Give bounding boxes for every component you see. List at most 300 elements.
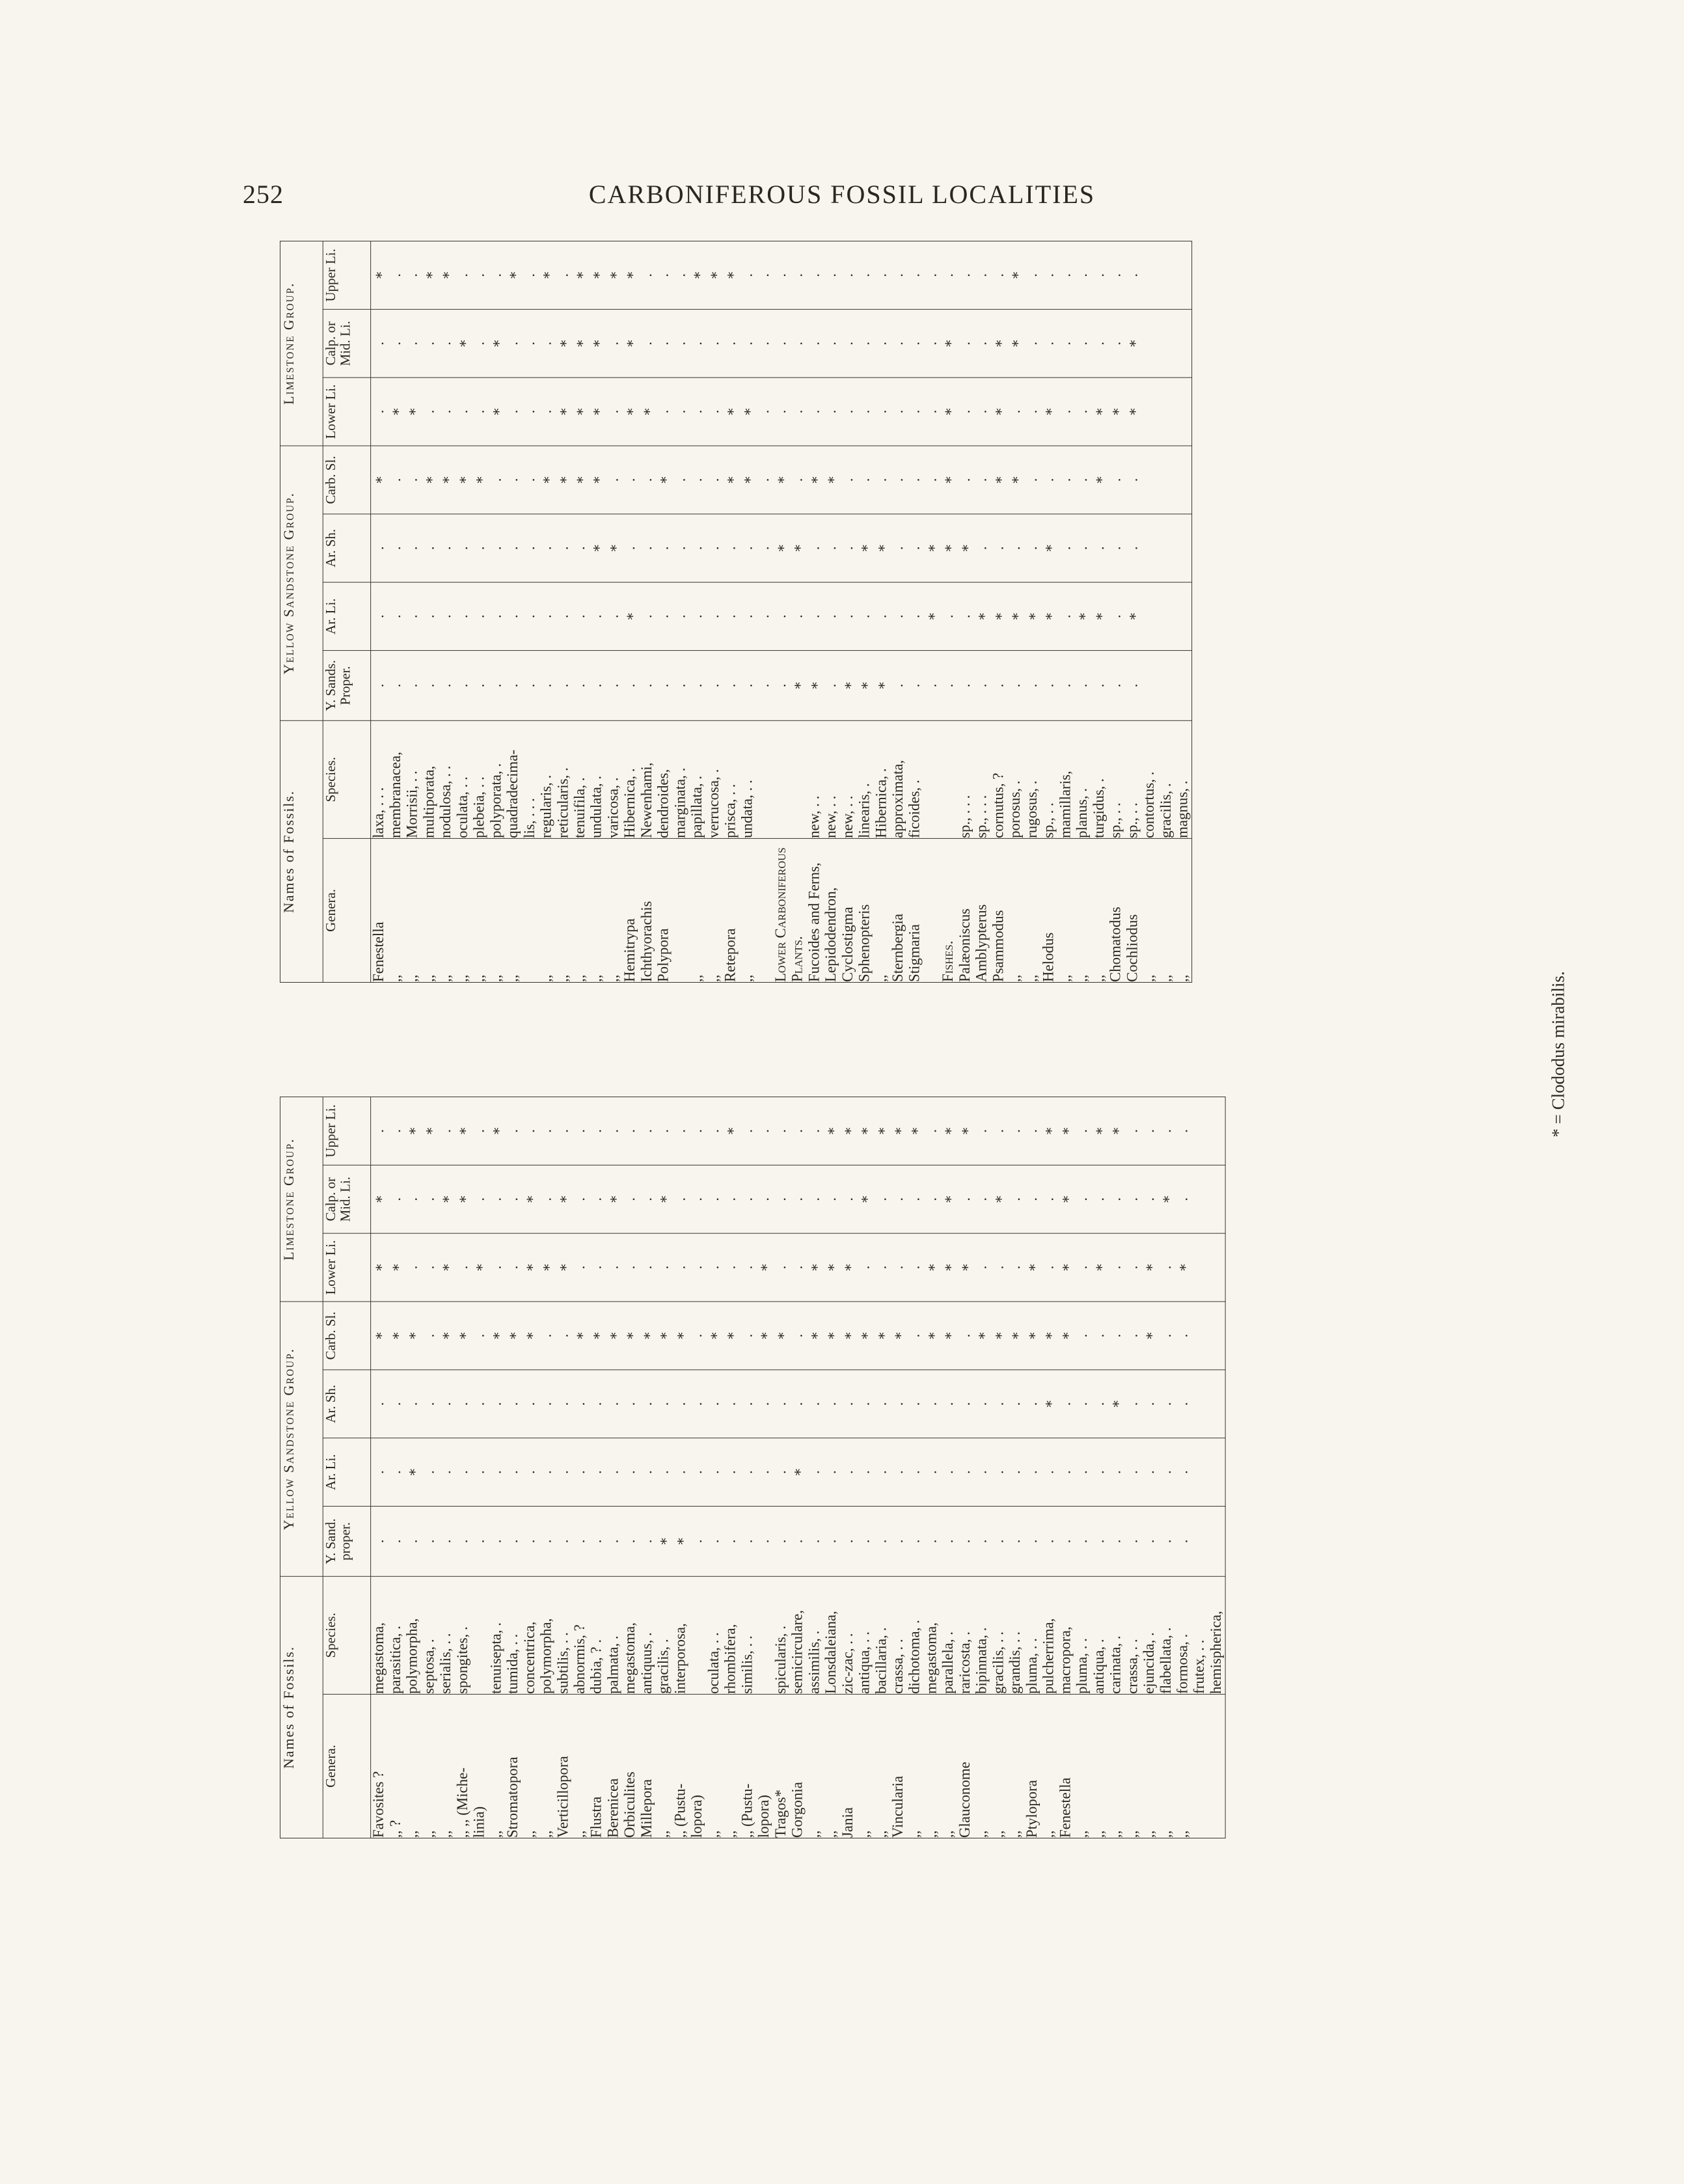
absence-dot: . [723, 1197, 739, 1202]
occurrence-mark: ∗ [589, 338, 605, 348]
absence-dot: . [974, 1539, 990, 1544]
entry: ,, [555, 974, 571, 983]
absence-dot: . [756, 478, 772, 482]
absence-dot: . [388, 341, 404, 346]
occurrence-mark: ∗ [706, 270, 722, 280]
occurrence-mark: ∗ [539, 1263, 555, 1272]
entry: Ptylopora [1024, 1780, 1040, 1838]
absence-dot: . [840, 1401, 856, 1406]
occurrence-mark: ∗ [991, 1194, 1007, 1204]
absence-dot: . [756, 683, 772, 688]
entry: regularis, . [538, 774, 555, 838]
absence-dot: . [556, 1401, 571, 1406]
occurrence-mark: ∗ [589, 475, 605, 485]
absence-dot: . [1074, 478, 1091, 482]
entry: gracilis, . . [990, 1631, 1007, 1694]
entry: ,, [1107, 1830, 1124, 1838]
absence-dot: . [723, 341, 739, 346]
occurrence-mark: ∗ [455, 338, 471, 348]
absence-dot: . [1058, 1539, 1074, 1544]
entry: ,, [1074, 974, 1091, 983]
absence-dot: . [907, 1197, 923, 1202]
entry: ,, [605, 974, 622, 983]
absence-dot: . [489, 1469, 505, 1475]
absence-dot: . [840, 1197, 856, 1202]
entry: semicirculare, [789, 1609, 806, 1694]
entry: ,, [488, 1830, 505, 1838]
absence-dot: . [723, 1401, 739, 1406]
entry: ,, [806, 1830, 823, 1838]
absence-dot: . [1125, 683, 1141, 688]
entry: parallela, . [940, 1631, 957, 1694]
entry: ,, [454, 974, 471, 983]
absence-dot: . [639, 341, 655, 346]
entry [923, 839, 940, 982]
absence-dot: . [639, 1539, 655, 1544]
absence-dot: . [874, 1469, 890, 1475]
absence-dot: . [639, 478, 655, 482]
absence-dot: . [1108, 545, 1124, 551]
occurrence-mark: ∗ [773, 1331, 789, 1341]
occurrence-mark: ∗ [1024, 1263, 1040, 1272]
occurrence-mark: ∗ [756, 1331, 772, 1341]
absence-dot: . [974, 273, 990, 278]
absence-dot: . [690, 1469, 705, 1475]
entry: ,, [1175, 1830, 1191, 1838]
absence-dot: . [1125, 1469, 1141, 1475]
absence-dot: . [1108, 1197, 1124, 1202]
occurrence-mark: ∗ [840, 1126, 856, 1136]
entry: Berenicea [605, 1778, 622, 1838]
absence-dot: . [907, 341, 923, 346]
occurrence-mark: ∗ [941, 1194, 957, 1204]
entry: ,, [438, 1830, 454, 1838]
absence-dot: . [874, 273, 890, 278]
absence-dot: . [840, 545, 856, 551]
entry: Newenhami, [638, 762, 655, 838]
occurrence-mark: ∗ [489, 338, 505, 348]
absence-dot: . [656, 409, 672, 414]
entry: ,, [1074, 1830, 1091, 1838]
entry: ,, [505, 974, 521, 983]
absence-dot: . [890, 273, 906, 278]
absence-dot: . [589, 1539, 605, 1544]
occurrence-mark: ∗ [890, 1331, 906, 1341]
occurrence-mark: ∗ [489, 1126, 505, 1136]
absence-dot: . [974, 478, 990, 482]
absence-dot: . [1008, 1469, 1024, 1475]
occurrence-mark: ∗ [974, 612, 990, 621]
entry: undulata, . [588, 775, 605, 838]
absence-dot: . [957, 409, 973, 414]
footnote-text: * = Clododus mirabilis. [1548, 971, 1568, 1138]
entry: cornutus, ? [990, 772, 1007, 838]
absence-dot: . [874, 1401, 890, 1406]
occurrence-mark: ∗ [1041, 1331, 1057, 1341]
absence-dot: . [941, 1401, 957, 1406]
absence-dot: . [874, 1539, 890, 1544]
absence-dot: . [773, 409, 789, 414]
col-calp-mid-li: Calp. or Mid. Li. [323, 1165, 370, 1233]
entry: frutex, . . [1191, 1639, 1208, 1694]
absence-dot: . [639, 1197, 655, 1202]
occurrence-mark: ∗ [656, 1536, 672, 1546]
occurrence-mark: ∗ [874, 681, 890, 690]
occurrence-mark: ∗ [522, 1194, 538, 1204]
absence-dot: . [740, 1333, 756, 1338]
occurrence-mark: ∗ [623, 270, 638, 280]
col-ar-sh: Ar. Sh. [323, 1370, 370, 1438]
absence-dot: . [756, 545, 772, 551]
absence-dot: . [388, 1128, 404, 1134]
occurrence-mark: ∗ [556, 407, 571, 416]
entry: mamillaris, [1057, 771, 1074, 838]
absence-dot: . [974, 545, 990, 551]
entry: ,, [856, 1830, 873, 1838]
entry: ,, [488, 974, 505, 983]
absence-dot: . [773, 614, 789, 619]
absence-dot: . [706, 1265, 722, 1270]
absence-dot: . [874, 1197, 890, 1202]
absence-dot: . [823, 409, 839, 414]
entry: oculata, . . [705, 1632, 722, 1694]
entry: Tragos* [772, 1789, 789, 1838]
entry: ,, [1007, 974, 1024, 983]
entry: ,, [1175, 974, 1191, 983]
occurrence-mark: ∗ [823, 1331, 839, 1341]
table-2-region [280, 1097, 1510, 1838]
absence-dot: . [489, 478, 505, 482]
occurrence-mark: ∗ [388, 1263, 404, 1272]
absence-dot: . [1074, 1539, 1091, 1544]
absence-dot: . [823, 1401, 839, 1406]
absence-dot: . [1074, 341, 1091, 346]
entry: Orbiculites [622, 1771, 638, 1838]
genera-column [371, 838, 1192, 982]
absence-dot: . [656, 1469, 672, 1475]
absence-dot: . [405, 478, 421, 482]
absence-dot: . [556, 1539, 571, 1544]
entry: rhombifera, [722, 1624, 739, 1694]
occurrence-mark: ∗ [790, 681, 806, 690]
absence-dot: . [1041, 478, 1057, 482]
entry: ,, ? [387, 1820, 404, 1838]
occurrence-mark: ∗ [723, 1331, 739, 1341]
occurrence-mark: ∗ [1058, 1263, 1074, 1272]
occurrence-mark: ∗ [539, 270, 555, 280]
absence-dot: . [1074, 1333, 1091, 1338]
entry: ,, ,, (Miche- [454, 1768, 471, 1838]
absence-dot: . [422, 683, 438, 688]
col-lower-li: Lower Li. [323, 377, 370, 446]
occurrence-mark: ∗ [723, 270, 739, 280]
entry: ,, [1057, 974, 1074, 983]
occurrence-mark: ∗ [656, 1331, 672, 1341]
occurrence-mark: ∗ [773, 543, 789, 553]
entry: nodulosa, . . [438, 765, 454, 838]
limestone-group-label: Limestone Group. [280, 1138, 297, 1261]
absence-dot: . [623, 1265, 638, 1270]
entry: sp., . . [1040, 802, 1057, 838]
absence-dot: . [1008, 1401, 1024, 1406]
absence-dot: . [1175, 1333, 1191, 1338]
occurrence-mark: ∗ [405, 407, 421, 416]
absence-dot: . [372, 683, 387, 688]
absence-dot: . [690, 1539, 705, 1544]
absence-dot: . [405, 341, 421, 346]
absence-dot: . [589, 683, 605, 688]
absence-dot: . [890, 545, 906, 551]
entry: grandis, . . [1007, 1631, 1024, 1694]
absence-dot: . [623, 683, 638, 688]
absence-dot: . [756, 273, 772, 278]
occurrence-mark: ∗ [1108, 1126, 1124, 1136]
occurrence-mark: ∗ [941, 1126, 957, 1136]
occurrence-mark: ∗ [606, 270, 622, 280]
absence-dot: . [639, 614, 655, 619]
absence-dot: . [857, 1401, 873, 1406]
absence-dot: . [706, 1197, 722, 1202]
entry: ,, [521, 1830, 538, 1838]
entry: membranacea, [387, 752, 404, 838]
yellow-sandstone-group-header [280, 1302, 323, 1576]
entry: ,, [940, 1830, 957, 1838]
absence-dot: . [991, 1539, 1007, 1544]
absence-dot: . [505, 409, 521, 414]
absence-dot: . [840, 341, 856, 346]
absence-dot: . [1125, 1333, 1141, 1338]
entry [790, 721, 807, 838]
entry: similis, . . [739, 1635, 756, 1694]
absence-dot: . [572, 1128, 588, 1134]
absence-dot: . [405, 273, 421, 278]
col-upper-li: Upper Li. [323, 241, 370, 309]
absence-dot: . [690, 614, 705, 619]
entry: linearis, . [856, 783, 873, 838]
occurrence-mark: ∗ [405, 1331, 421, 1341]
occurrence-mark: ∗ [639, 407, 655, 416]
entry: polyporata, . [488, 763, 505, 838]
entry: undata, . . [739, 780, 756, 838]
occurrence-mark: ∗ [857, 1194, 873, 1204]
entry: Lonsdaleiana, [822, 1611, 839, 1694]
absence-dot: . [656, 1401, 672, 1406]
occurrence-mark: ∗ [572, 338, 588, 348]
absence-dot: . [907, 273, 923, 278]
entry: papillata, . [689, 775, 705, 838]
occurrence-mark: ∗ [422, 475, 438, 485]
occurrence-mark: ∗ [623, 338, 638, 348]
absence-dot: . [890, 478, 906, 482]
occurrence-mark: ∗ [874, 1126, 890, 1136]
entry: Retepora [722, 928, 739, 983]
absence-dot: . [372, 545, 387, 551]
occurrence-mark: ∗ [1058, 1194, 1074, 1204]
entry [472, 1577, 489, 1694]
col-upper-li: Upper Li. [323, 1097, 370, 1165]
absence-dot: . [472, 1539, 488, 1544]
absence-dot: . [1008, 1539, 1024, 1544]
absence-dot: . [1091, 341, 1107, 346]
absence-dot: . [556, 545, 571, 551]
absence-dot: . [756, 1469, 772, 1475]
absence-dot: . [539, 683, 555, 688]
absence-dot: . [539, 1401, 555, 1406]
entry: Fucoides and Ferns, [806, 862, 823, 983]
absence-dot: . [1175, 1469, 1191, 1475]
marks-ar-li [371, 1438, 1225, 1507]
absence-dot: . [790, 1539, 806, 1544]
entry: formosa, . [1175, 1633, 1191, 1694]
entry: Ichthyorachis [638, 901, 655, 983]
occurrence-mark: ∗ [1091, 1126, 1107, 1136]
entry: gracilis, . [1158, 783, 1175, 838]
absence-dot: . [823, 1539, 839, 1544]
entry: bipinnata, . [973, 1627, 990, 1694]
absence-dot: . [807, 1469, 823, 1475]
entry: lopora) [756, 1794, 772, 1838]
absence-dot: . [388, 1539, 404, 1544]
absence-dot: . [690, 341, 705, 346]
absence-dot: . [740, 1539, 756, 1544]
entry: palmata, . [605, 1635, 622, 1694]
occurrence-mark: ∗ [656, 1194, 672, 1204]
absence-dot: . [606, 614, 622, 619]
entry: ,, [906, 1830, 923, 1838]
absence-dot: . [405, 614, 421, 619]
absence-dot: . [773, 1128, 789, 1134]
occurrence-mark: ∗ [556, 338, 571, 348]
occurrence-mark: ∗ [907, 1126, 923, 1136]
absence-dot: . [874, 1265, 890, 1270]
absence-dot: . [1024, 1469, 1040, 1475]
absence-dot: . [690, 1265, 705, 1270]
occurrence-mark: ∗ [840, 1263, 856, 1272]
entry: ,, [873, 1830, 890, 1838]
absence-dot: . [522, 273, 538, 278]
absence-dot: . [957, 478, 973, 482]
table-1-region [280, 241, 1510, 983]
entry: contortus, . [1141, 771, 1158, 838]
occurrence-mark: ∗ [1141, 1263, 1158, 1272]
absence-dot: . [907, 545, 923, 551]
absence-dot: . [1108, 1469, 1124, 1475]
absence-dot: . [857, 409, 873, 414]
absence-dot: . [907, 683, 923, 688]
absence-dot: . [472, 1401, 488, 1406]
absence-dot: . [522, 545, 538, 551]
occurrence-mark: ∗ [505, 270, 521, 280]
occurrence-mark: ∗ [556, 1194, 571, 1204]
entry: flabellata, . [1158, 1627, 1175, 1694]
absence-dot: . [1024, 1128, 1040, 1134]
absence-dot: . [740, 1197, 756, 1202]
absence-dot: . [890, 614, 906, 619]
entry: Cyclostigma [839, 907, 856, 983]
genera-column [371, 1694, 1225, 1838]
absence-dot: . [723, 614, 739, 619]
entry: ,, [873, 974, 890, 983]
absence-dot: . [388, 1197, 404, 1202]
marks-y-sand-proper [371, 1507, 1225, 1577]
occurrence-mark: ∗ [723, 407, 739, 416]
absence-dot: . [957, 341, 973, 346]
absence-dot: . [991, 1128, 1007, 1134]
entry: Amblypterus [973, 904, 990, 983]
entry: linia) [471, 1806, 488, 1838]
page-number: 252 [243, 180, 284, 209]
absence-dot: . [1125, 1197, 1141, 1202]
absence-dot: . [690, 683, 705, 688]
occurrence-mark: ∗ [807, 475, 823, 485]
occurrence-mark: ∗ [941, 475, 957, 485]
absence-dot: . [1108, 341, 1124, 346]
absence-dot: . [656, 614, 672, 619]
absence-dot: . [1091, 683, 1107, 688]
absence-dot: . [907, 614, 923, 619]
absence-dot: . [1091, 545, 1107, 551]
absence-dot: . [572, 683, 588, 688]
entry: assimilis, . [806, 1630, 823, 1694]
occurrence-mark: ∗ [857, 543, 873, 553]
absence-dot: . [1058, 409, 1074, 414]
occurrence-mark: ∗ [1008, 338, 1024, 348]
absence-dot: . [941, 614, 957, 619]
absence-dot: . [924, 1401, 940, 1406]
entry: magnus, . [1175, 780, 1191, 838]
occurrence-mark: ∗ [1024, 612, 1040, 621]
absence-dot: . [974, 1265, 990, 1270]
entry: sp., . . . [957, 795, 973, 838]
entry: pluma, . . [1024, 1638, 1040, 1694]
occurrence-mark: ∗ [874, 543, 890, 553]
absence-dot: . [1141, 1197, 1158, 1202]
occurrence-mark: ∗ [372, 1263, 387, 1272]
table-1-body-row [371, 241, 1192, 982]
absence-dot: . [690, 1128, 705, 1134]
absence-dot: . [489, 1265, 505, 1270]
absence-dot: . [1008, 1265, 1024, 1270]
absence-dot: . [857, 1469, 873, 1475]
absence-dot: . [773, 1197, 789, 1202]
absence-dot: . [790, 1333, 806, 1338]
occurrence-mark: ∗ [556, 1263, 571, 1272]
absence-dot: . [589, 1469, 605, 1475]
absence-dot: . [1024, 683, 1040, 688]
entry: Fenestella [1057, 1777, 1074, 1838]
absence-dot: . [1008, 545, 1024, 551]
absence-dot: . [556, 1469, 571, 1475]
absence-dot: . [1125, 1401, 1141, 1406]
col-ar-li: Ar. Li. [323, 1438, 370, 1507]
absence-dot: . [589, 614, 605, 619]
occurrence-mark: ∗ [1008, 1331, 1024, 1341]
absence-dot: . [623, 1469, 638, 1475]
absence-dot: . [522, 1539, 538, 1544]
occurrence-mark: ∗ [1091, 407, 1107, 416]
occurrence-mark: ∗ [756, 1263, 772, 1272]
absence-dot: . [455, 1265, 471, 1270]
absence-dot: . [1108, 478, 1124, 482]
absence-dot: . [673, 1265, 689, 1270]
absence-dot: . [890, 683, 906, 688]
absence-dot: . [606, 1265, 622, 1270]
absence-dot: . [489, 545, 505, 551]
absence-dot: . [439, 1401, 454, 1406]
col-carb-sl: Carb. Sl. [323, 1302, 370, 1370]
entry: Gorgonia [789, 1782, 806, 1838]
absence-dot: . [606, 1401, 622, 1406]
